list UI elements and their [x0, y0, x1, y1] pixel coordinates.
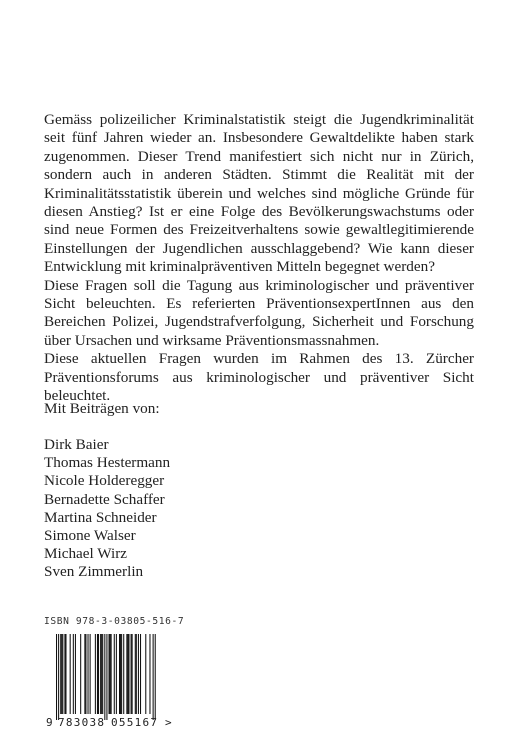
barcode-bar: [126, 634, 127, 714]
contributors-list: [44, 436, 170, 582]
barcode-bar: [85, 634, 86, 714]
contributor-name: Michael Wirz: [44, 545, 128, 563]
blurb-paragraph-2: Diese Fragen soll die Tagung aus kriminologischer und präventiver Sicht beleuchten. Es referierten PräventionsexpertInnen aus den Bereichen Polizei, Jugendstrafverfolgung, Sicherheit und Forschung über Ursachen und wirksame Präventionsmassnahmen.: [44, 276, 474, 349]
barcode-bar: [121, 634, 122, 714]
contributors-heading: Mit Beiträgen von:: [44, 400, 160, 417]
barcode-bar: [132, 634, 133, 714]
barcode-bar: [140, 634, 141, 714]
blurb-paragraph-3: Diese aktuellen Fragen wurden im Rahmen des 13. Zürcher Präventionsforums aus kriminologischer und präventiver Sicht beleuchtet.: [44, 350, 474, 405]
contributor-name: Martina Schneider: [44, 508, 157, 526]
barcode-first-digit: 9: [46, 716, 53, 729]
barcode-bar: [80, 634, 81, 714]
barcode-bar: [98, 634, 99, 714]
barcode-bar: [88, 634, 89, 714]
barcode-bar: [153, 634, 154, 720]
barcode-bar: [102, 634, 103, 714]
barcode-bar: [73, 634, 74, 714]
isbn-label: ISBN 978-3-03805-516-7: [44, 616, 185, 627]
barcode-bar: [104, 634, 105, 720]
barcode-bar: [109, 634, 110, 714]
contributor-name: Sven Zimmerlin: [44, 563, 144, 581]
barcode-bar: [106, 634, 107, 720]
barcode-bar: [114, 634, 115, 714]
barcode-bar: [84, 634, 85, 714]
barcode-bar: [136, 634, 137, 714]
barcode-bar: [120, 634, 121, 714]
barcode-graphic: [44, 632, 174, 730]
barcode-right-digits: 055167: [111, 716, 157, 729]
barcode-bar: [65, 634, 66, 714]
contributor-name: Simone Walser: [44, 527, 136, 545]
barcode-bar: [97, 634, 98, 714]
blurb-paragraph-1: Gemäss polizeilicher Kriminalstatistik steigt die Jugendkriminalität seit fünf Jahren wieder an. Insbesondere Gewaltdelikte haben stark zugenommen. Dieser Trend manifestiert sich nicht nur in Zürich, sondern auch in anderen Städten. Stimmt die Realität mit der Kriminalitätsstatistik überein und welches sind mögliche Gründe für diesen Anstieg? Ist er eine Folge des Bevölkerungswachstums oder sind neue Formen des Freizeitverhaltens sowie gewaltlegitimierende Einstellungen der Jugendlichen ausschlaggebend? Wie kann dieser Entwicklung mit kriminalpräventiven Mitteln begegnet werden?: [44, 111, 474, 276]
barcode-bar: [135, 634, 136, 714]
barcode-bar: [90, 634, 91, 714]
barcode-bar: [116, 634, 117, 714]
contributor-name: Thomas Hestermann: [44, 454, 171, 472]
barcode-bar: [155, 634, 156, 720]
isbn-barcode: [44, 632, 174, 730]
barcode-bar: [62, 634, 63, 714]
barcode-bars: [56, 634, 156, 720]
barcode-bar: [58, 634, 59, 720]
barcode-bar: [56, 634, 57, 720]
barcode-bar: [119, 634, 120, 714]
barcode-bar: [100, 634, 101, 714]
barcode-bar: [111, 634, 112, 714]
barcode-bar: [145, 634, 146, 714]
barcode-bar: [138, 634, 139, 714]
barcode-bar: [75, 634, 76, 714]
barcode-quiet-mark: >: [165, 716, 172, 729]
barcode-bar: [123, 634, 124, 714]
barcode-bar: [110, 634, 111, 714]
contributor-name: Bernadette Schaffer: [44, 490, 165, 508]
barcode-bar: [149, 634, 150, 714]
barcode-bar: [61, 634, 62, 714]
barcode-bar: [95, 634, 96, 714]
barcode-bar: [64, 634, 65, 714]
barcode-bar: [131, 634, 132, 714]
barcode-bar: [101, 634, 102, 714]
back-cover-blurb: [44, 111, 474, 406]
barcode-bar: [128, 634, 129, 714]
contributor-name: Nicole Holderegger: [44, 472, 165, 490]
barcode-bar: [60, 634, 61, 714]
barcode-left-digits: 783038: [58, 716, 104, 729]
barcode-bar: [127, 634, 128, 714]
contributor-name: Dirk Baier: [44, 436, 109, 453]
barcode-bar: [70, 634, 71, 714]
